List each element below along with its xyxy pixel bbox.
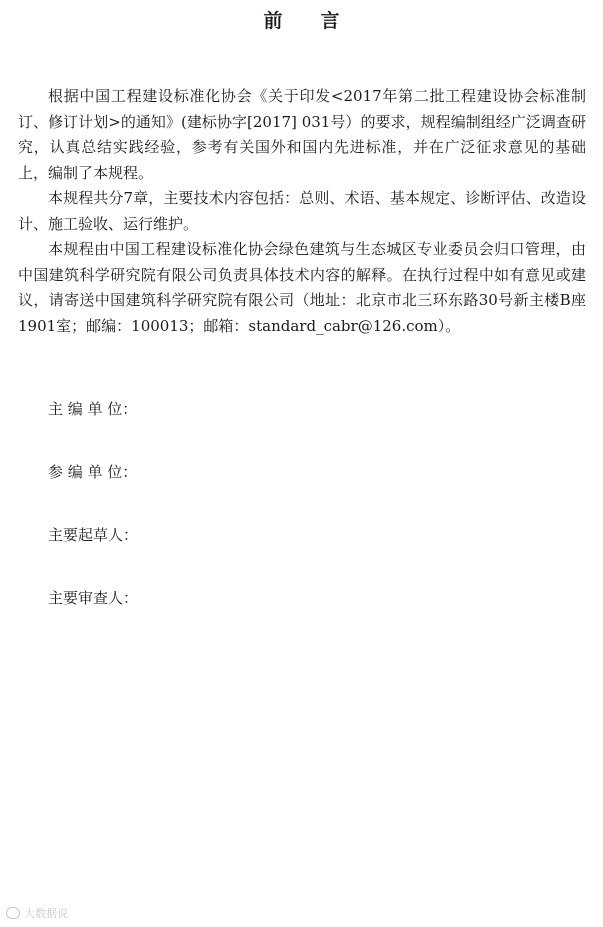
paragraph-chapters: 本规程共分7章，主要技术内容包括：总则、术语、基本规定、诊断评估、改造设计、施工验收、运行维护。	[18, 189, 586, 233]
main-drafters-label: 主要起草人：	[48, 526, 139, 544]
watermark	[6, 905, 68, 921]
title-char-2: 言	[320, 10, 340, 32]
paragraph-basis: 根据中国工程建设标准化协会《关于印发<2017年第二批工程建设协会标准制订、修订计划>的通知》(建标协字[2017] 031号）的要求，规程编制组经广泛调查研究，认真总结实践经验，参考有关国外和国内先进标准，并在广泛征求意见的基础上，编制了本规程。	[18, 87, 586, 182]
participating-unit-label: 参 编 单 位：	[48, 463, 138, 481]
preface-body	[18, 84, 586, 339]
main-reviewers-label: 主要审查人：	[48, 589, 139, 607]
title-char-1: 前	[263, 10, 283, 32]
chief-editor-unit-label: 主 编 单 位：	[48, 400, 138, 418]
watermark-text: 大数据说	[24, 907, 68, 920]
page-title	[0, 6, 603, 33]
paragraph-management: 本规程由中国工程建设标准化协会绿色建筑与生态城区专业委员会归口管理，由中国建筑科学研究院有限公司负责具体技术内容的解释。在执行过程中如有意见或建议，请寄送中国建筑科学研究院有限公司（地址：北京市北三环东路30号新主楼B座1901室；邮编：100013；邮箱：standard_cabr@126.com）。	[18, 240, 586, 335]
logo-icon	[6, 907, 20, 919]
